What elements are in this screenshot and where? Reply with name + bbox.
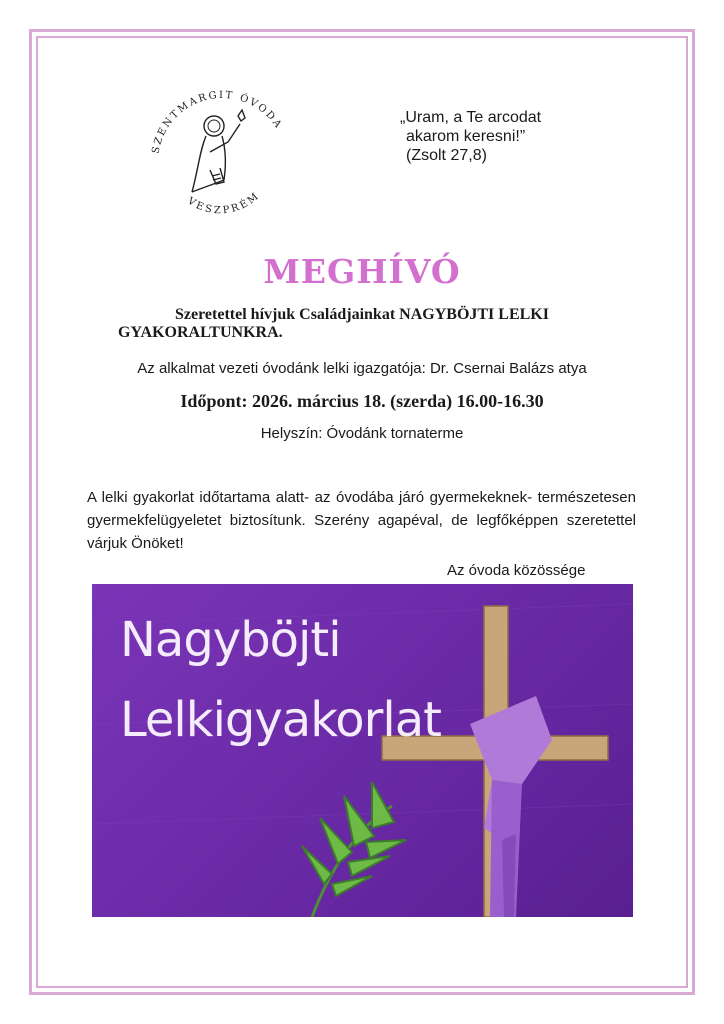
- kindergarten-logo: [140, 80, 300, 230]
- palm-leaf-icon: [302, 782, 406, 917]
- invitation-lead: [100, 306, 624, 342]
- event-location: Helyszín: Óvodánk tornaterme: [260, 425, 464, 442]
- banner-title-line-1: Nagyböjti: [120, 612, 341, 668]
- purple-cloth-icon: [470, 696, 552, 917]
- leader-line: Az alkalmat vezeti óvodánk lelki igazgatója: Dr. Csernai Balázs atya: [137, 360, 587, 377]
- body-paragraph: A lelki gyakorlat időtartama alatt- az óvodába járó gyermekeknek- természetesen gyermekfelügyeletet biztosítunk. Szerény agapéval, de legfőképpen szeretettel várjuk Önöket!: [87, 489, 636, 552]
- quote-line-1: „Uram, a Te arcodat: [400, 109, 542, 126]
- logo-arc-text: SZENTMARGIT ÓVODA: [150, 89, 285, 155]
- quote-line-2: akarom keresni!”: [406, 128, 526, 145]
- bible-quote: [400, 108, 600, 165]
- svg-text:VESZPRÉM: [185, 190, 263, 216]
- saint-figure-icon: [192, 110, 245, 192]
- lead-line-1: Szeretettel hívjuk Családjainkat NAGYBÖJTI LELKI: [175, 306, 549, 323]
- invitation-title: MEGHÍVÓ: [263, 252, 461, 291]
- lent-banner-image: [92, 584, 633, 917]
- event-time: Időpont: 2026. március 18. (szerda) 16.00-16.30: [180, 391, 544, 411]
- lead-line-2: GYAKORALTUNKRA.: [118, 324, 283, 341]
- svg-text:SZENTMARGIT ÓVODA: [150, 90, 284, 155]
- banner-title-line-2: Lelkigyakorlat: [120, 692, 441, 748]
- signature: Az óvoda közössége: [447, 562, 586, 579]
- logo-bottom-text: VESZPRÉM: [185, 189, 263, 217]
- quote-line-3: (Zsolt 27,8): [406, 147, 487, 164]
